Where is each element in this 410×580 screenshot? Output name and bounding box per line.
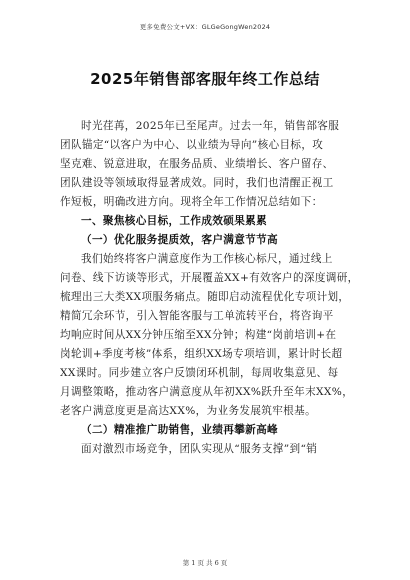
text-line: 时光荏苒，2025年已至尾声。过去一年，销售部客服 bbox=[81, 120, 340, 132]
text-line: 均响应时间从XX分钟压缩至XX分钟；构建“岗前培训+在 bbox=[60, 329, 337, 341]
text-line: 岗轮训+季度考核”体系，组织XX场专项培训，累计时长超 bbox=[60, 348, 343, 360]
text-line: 问卷、线下访谈等形式，开展覆盖XX+有效客户的深度调研， bbox=[60, 272, 359, 284]
text-line: 团队锚定“以客户为中心、以业绩为导向”核心目标，攻 bbox=[60, 139, 324, 151]
text-line: 月调整策略，推动客户满意度从年初XX%跃升至年末XX%， bbox=[60, 386, 354, 398]
text-line: 团队建设等领域取得显著成效。同时，我们也清醒正视工 bbox=[60, 177, 334, 189]
text-line: 面对激烈市场竞争，团队实现从“服务支撑”到“销 bbox=[81, 443, 318, 455]
intro-paragraph bbox=[60, 117, 352, 212]
text-line: XX课时。同步建立客户反馈闭环机制，每周收集意见、每 bbox=[60, 367, 339, 379]
document-title: 2025年销售部客服年终工作总结 bbox=[90, 70, 320, 88]
subsection-1-paragraph bbox=[60, 250, 359, 421]
text-line: 精简冗余环节，引入智能客服与工单流转平台，将咨询平 bbox=[60, 310, 334, 322]
page-footer: 第 1 页 共 6 页 bbox=[182, 559, 228, 567]
text-line: 作短板，明确改进方向。现将全年工作情况总结如下： bbox=[60, 196, 323, 208]
text-line: 坚克难、锐意进取，在服务品质、业绩增长、客户留存、 bbox=[60, 158, 334, 170]
text-line: 梳理出三大类XX项服务痛点。随即启动流程优化专项计划， bbox=[60, 291, 350, 303]
header-note: 更多免费公文+VX：GLGeGongWen2024 bbox=[139, 23, 271, 31]
section-heading: 一、聚焦核心目标，工作成效硕果累累 bbox=[81, 215, 268, 227]
subsection-heading: （一）优化服务提质效，客户满意节节高 bbox=[81, 234, 278, 246]
subsection-2 bbox=[60, 421, 352, 459]
text-line: 老客户满意度更是高达XX%，为业务发展筑牢根基。 bbox=[60, 405, 317, 417]
subsection-heading: （二）精准推广助销售，业绩再攀新高峰 bbox=[81, 424, 278, 436]
section-1 bbox=[60, 212, 352, 250]
text-line: 我们始终将客户满意度作为工作核心标尺，通过线上 bbox=[81, 253, 333, 265]
